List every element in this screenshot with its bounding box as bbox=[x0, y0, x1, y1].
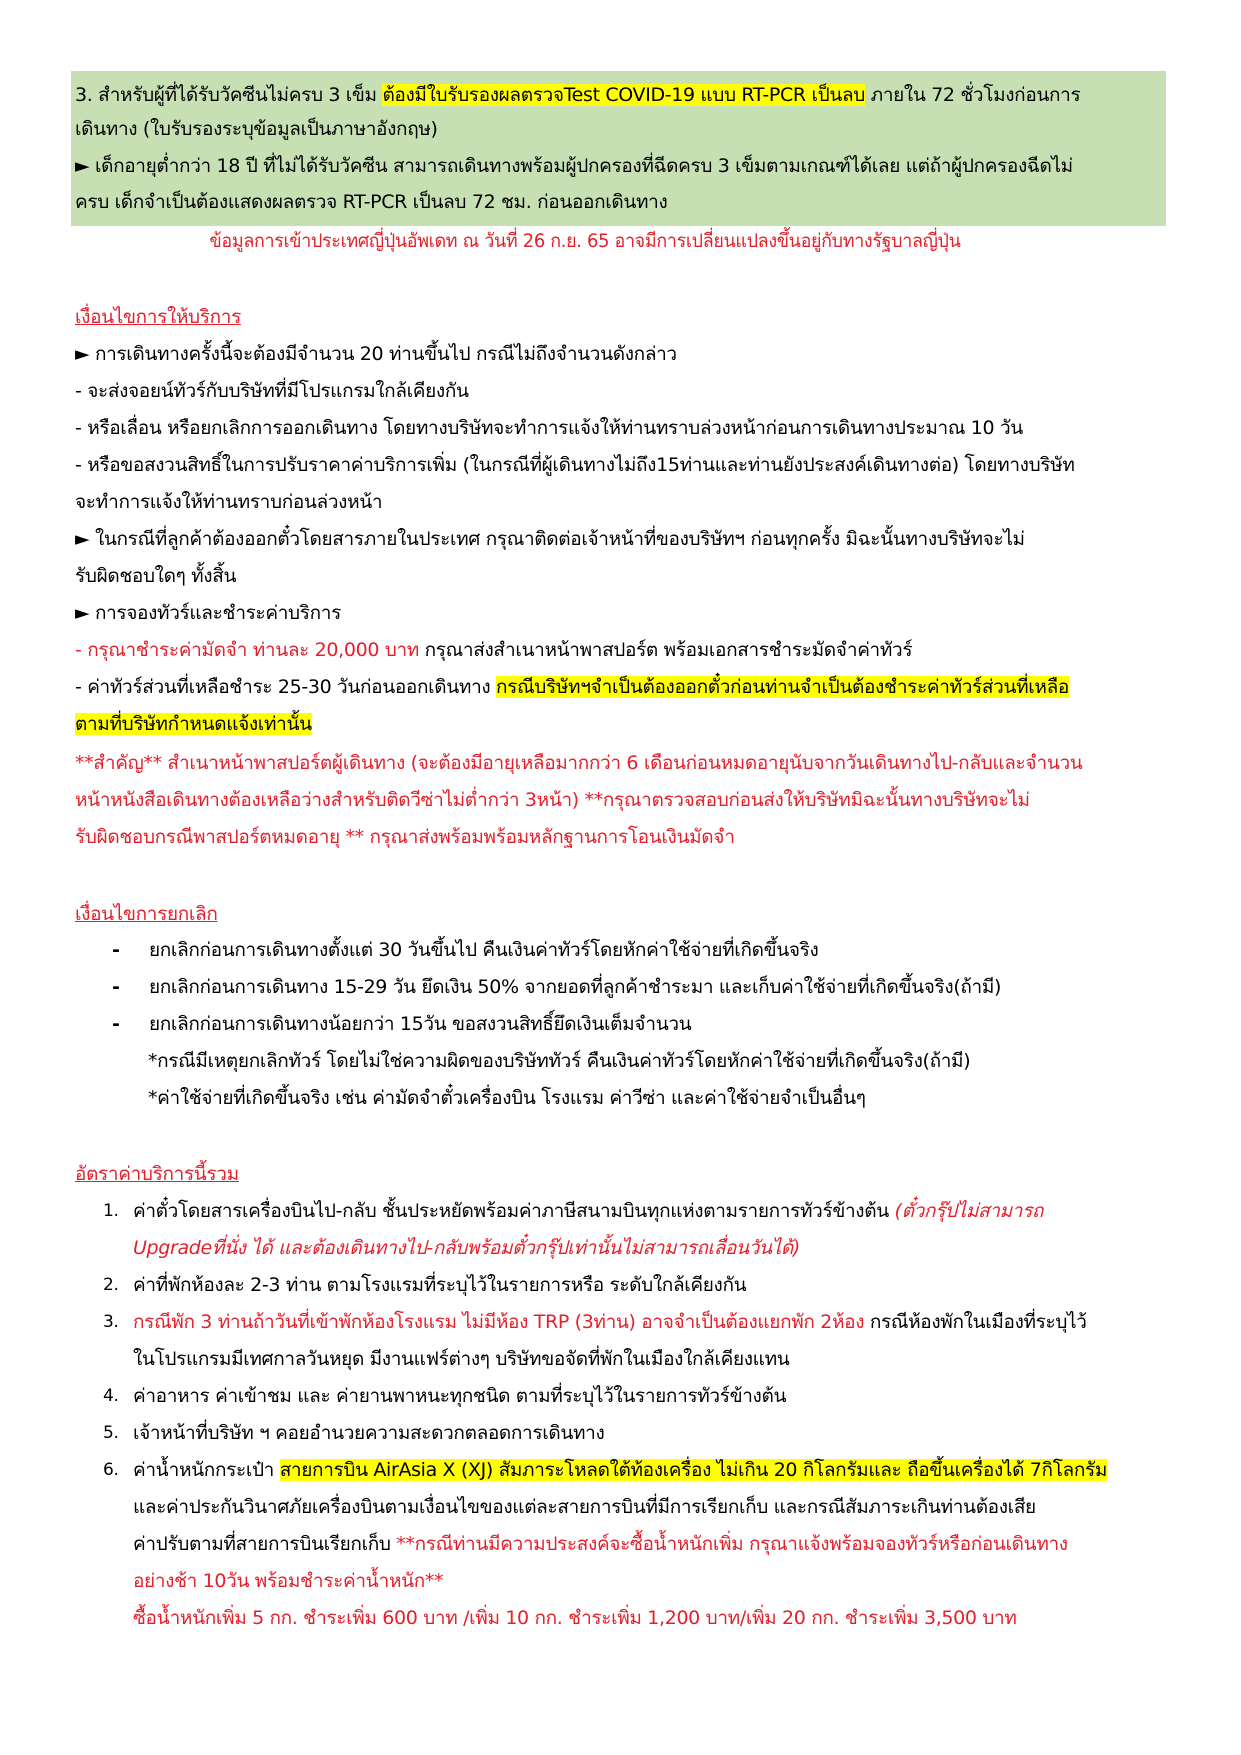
rate-item-1 bbox=[133, 1194, 1043, 1228]
service-line-7: รับผิดชอบใดๆ ทั้งสิ้น bbox=[75, 565, 237, 587]
rate-number-2: 2. bbox=[103, 1275, 119, 1295]
rates-heading: อัตราค่าบริการนี้รวม bbox=[75, 1163, 239, 1185]
cancel-item-1-text: ยกเลิกก่อนการเดินทางตั้งแต่ 30 วันขึ้นไป คืนเงินค่าทัวร์โดยหักค่าใช้จ่ายที่เกิดขึ้นจริง bbox=[149, 939, 819, 961]
extra-baggage-prices: ซื้อน้ำหนักเพิ่ม 5 กก. ชำระเพิ่ม 600 บาท /เพิ่ม 10 กก. ชำระเพิ่ม 1,200 บาท/เพิ่ม 20 กก. ชำระเพิ่ม 3,500 บาท bbox=[133, 1607, 1017, 1629]
covid-children-line-2: ครบ เด็กจำเป็นต้องแสดงผลตรวจ RT-PCR เป็นลบ 72 ชม. ก่อนออกเดินทาง bbox=[75, 191, 668, 213]
balance-highlight-2: ตามที่บริษัทกำหนดแจ้งเท่านั้น bbox=[75, 713, 312, 735]
balance-line-2 bbox=[75, 707, 312, 741]
covid-line-1-tail: ภายใน 72 ชั่วโมงก่อนการ bbox=[864, 84, 1081, 106]
covid-line-2: เดินทาง (ใบรับรองระบุข้อมูลเป็นภาษาอังกฤษ) bbox=[75, 118, 438, 140]
service-line-2: - จะส่งจอยน์ทัวร์กับบริษัทที่มีโปรแกรมใกล้เคียงกัน bbox=[75, 380, 469, 402]
baggage-highlight: สายการบิน AirAsia X (XJ) สัมภาระโหลดใต้ท้องเครื่อง ไม่เกิน 20 กิโลกรัมและ ถือขึ้นเครื่องได้ 7กิโลกรัม bbox=[279, 1459, 1108, 1481]
cancel-item-2-text: ยกเลิกก่อนการเดินทาง 15-29 วัน ยึดเงิน 50% จากยอดที่ลูกค้าชำระมา และเก็บค่าใช้จ่ายที่เกิดขึ้นจริง(ถ้ามี) bbox=[149, 976, 1002, 998]
cancel-note-1: *กรณีมีเหตุยกเลิกทัวร์ โดยไม่ใช่ความผิดของบริษัททัวร์ คืนเงินค่าทัวร์โดยหักค่าใช้จ่ายที่เกิดขึ้นจริง(ถ้ามี) bbox=[148, 1050, 971, 1072]
balance-text: - ค่าทัวร์ส่วนที่เหลือชำระ 25-30 วันก่อนออกเดินทาง bbox=[75, 676, 497, 698]
cancel-note-2: *ค่าใช้จ่ายที่เกิดขึ้นจริง เช่น ค่ามัดจำตั๋วเครื่องบิน โรงแรม ค่าวีซ่า และค่าใช้จ่ายจำเป็นอื่นๆ bbox=[148, 1087, 866, 1109]
rate-item-3-red: กรณีพัก 3 ท่านถ้าวันที่เข้าพักห้องโรงแรม ไม่มีห้อง TRP (3ท่าน) อาจจำเป็นต้องแยกพัก 2ห้อง bbox=[133, 1311, 865, 1333]
dash-bullet: - bbox=[112, 1013, 120, 1035]
deposit-line bbox=[75, 633, 912, 667]
deposit-amount: - กรุณาชำระค่ามัดจำ ท่านละ 20,000 บาท bbox=[75, 639, 419, 661]
service-line-1: ► การเดินทางครั้งนี้จะต้องมีจำนวน 20 ท่านขึ้นไป กรณีไม่ถึงจำนวนดังกล่าว bbox=[75, 343, 677, 365]
update-notice: ข้อมูลการเข้าประเทศญี่ปุ่นอัพเดท ณ วันที่ 26 ก.ย. 65 อาจมีการเปลี่ยนแปลงขึ้นอยู่กับทางรัฐบาลญี่ปุ่น bbox=[209, 230, 961, 252]
rate-item-4: ค่าอาหาร ค่าเข้าชม และ ค่ายานพาหนะทุกชนิด ตามที่ระบุไว้ในรายการทัวร์ข้างต้น bbox=[133, 1385, 787, 1407]
rate-number-4: 4. bbox=[103, 1386, 119, 1406]
service-conditions-heading: เงื่อนไขการให้บริการ bbox=[75, 306, 241, 328]
rate-item-1-line-2: Upgradeที่นั่ง ได้ และต้องเดินทางไป-กลับพร้อมตั๋วกรุ๊ปเท่านั้นไม่สามารถเลื่อนวันได้) bbox=[133, 1237, 800, 1259]
rate-item-3 bbox=[133, 1305, 1087, 1339]
rate-item-1-note: (ตั๋วกรุ๊ปไม่สามารถ bbox=[894, 1200, 1044, 1222]
rate-item-3-text: กรณีห้องพักในเมืองที่ระบุไว้ bbox=[864, 1311, 1087, 1333]
rate-number-3: 3. bbox=[103, 1312, 119, 1332]
extra-baggage-notice: **กรณีท่านมีความประสงค์จะซื้อน้ำหนักเพิ่ม กรุณาแจ้งพร้อมจองทัวร์หรือก่อนเดินทาง bbox=[396, 1533, 1068, 1555]
rate-item-6 bbox=[133, 1453, 1107, 1487]
balance-line bbox=[75, 670, 1069, 704]
service-line-3: - หรือเลื่อน หรือยกเลิกการออกเดินทาง โดยทางบริษัทจะทำการแจ้งให้ท่านทราบล่วงหน้าก่อนการเดินทางประมาณ 10 วัน bbox=[75, 417, 1023, 439]
balance-highlight: กรณีบริษัทฯจำเป็นต้องออกตั๋วก่อนท่านจำเป็นต้องชำระค่าทัวร์ส่วนที่เหลือ bbox=[496, 676, 1069, 698]
dash-bullet: - bbox=[112, 976, 120, 998]
dash-bullet: - bbox=[112, 939, 120, 961]
passport-notice-1: **สำคัญ** สำเนาหน้าพาสปอร์ตผู้เดินทาง (จะต้องมีอายุเหลือมากกว่า 6 เดือนก่อนหมดอายุนับจากวันเดินทางไป-กลับและจำนวน bbox=[75, 752, 1083, 774]
covid-line-1-text: 3. สำหรับผู้ที่ได้รับวัคซีนไม่ครบ 3 เข็ม bbox=[75, 84, 383, 106]
rate-item-5: เจ้าหน้าที่บริษัท ฯ คอยอำนวยความสะดวกตลอดการเดินทาง bbox=[133, 1422, 605, 1444]
rate-item-2: ค่าที่พักห้องละ 2-3 ท่าน ตามโรงแรมที่ระบุไว้ในรายการหรือ ระดับใกล้เคียงกัน bbox=[133, 1274, 747, 1296]
cancel-conditions-heading: เงื่อนไขการยกเลิก bbox=[75, 903, 218, 925]
covid-line-1 bbox=[75, 78, 1080, 112]
rate-number-5: 5. bbox=[103, 1423, 119, 1443]
rate-item-6-line-3-text: ค่าปรับตามที่สายการบินเรียกเก็บ bbox=[133, 1533, 397, 1555]
rate-item-6-line-3 bbox=[133, 1527, 1068, 1561]
rate-item-6-text: ค่าน้ำหนักกระเป๋า bbox=[133, 1459, 280, 1481]
rate-number-1: 1. bbox=[103, 1201, 119, 1221]
rate-item-6-line-2: และค่าประกันวินาศภัยเครื่องบินตามเงื่อนไขของแต่ละสายการบินที่มีการเรียกเก็บ และกรณีสัมภาระเกินท่านต้องเสีย bbox=[133, 1496, 1036, 1518]
rate-item-1-text: ค่าตั๋วโดยสารเครื่องบินไป-กลับ ชั้นประหยัดพร้อมค่าภาษีสนามบินทุกแห่งตามรายการทัวร์ข้างต้น bbox=[133, 1200, 895, 1222]
covid-pcr-highlight: ต้องมีใบรับรองผลตรวจTest COVID-19 แบบ RT-PCR เป็นลบ bbox=[382, 84, 865, 106]
service-line-4: - หรือขอสงวนสิทธิ์ในการปรับราคาค่าบริการเพิ่ม (ในกรณีที่ผู้เดินทางไม่ถึง15ท่านและท่านยังประสงค์เดินทางต่อ) โดยทางบริษัท bbox=[75, 454, 1075, 476]
passport-notice-2: หน้าหนังสือเดินทางต้องเหลือว่างสำหรับติดวีซ่าไม่ต่ำกว่า 3หน้า) **กรุณาตรวจสอบก่อนส่งให้บริษัทมิฉะนั้นทางบริษัทจะไม่ bbox=[75, 789, 1030, 811]
deposit-instruction: กรุณาส่งสำเนาหน้าพาสปอร์ต พร้อมเอกสารชำระมัดจำค่าทัวร์ bbox=[418, 639, 913, 661]
rate-item-3-line-2: ในโปรแกรมมีเทศกาลวันหยุด มีงานแฟร์ต่างๆ บริษัทขอจัดที่พักในเมืองใกล้เคียงแทน bbox=[133, 1348, 790, 1370]
service-line-5: จะทำการแจ้งให้ท่านทราบก่อนล่วงหน้า bbox=[75, 491, 383, 513]
rate-item-6-line-4: อย่างช้า 10วัน พร้อมชำระค่าน้ำหนัก** bbox=[133, 1570, 444, 1592]
passport-notice-3: รับผิดชอบกรณีพาสปอร์ตหมดอายุ ** กรุณาส่งพร้อมพร้อมหลักฐานการโอนเงินมัดจำ bbox=[75, 826, 735, 848]
service-line-6: ► ในกรณีที่ลูกค้าต้องออกตั๋วโดยสารภายในประเทศ กรุณาติดต่อเจ้าหน้าที่ของบริษัทฯ ก่อนทุกครั้ง มิฉะนั้นทางบริษัทจะไม่ bbox=[75, 528, 1025, 550]
rate-number-6: 6. bbox=[103, 1460, 119, 1480]
cancel-item-3-text: ยกเลิกก่อนการเดินทางน้อยกว่า 15วัน ขอสงวนสิทธิ์ยึดเงินเต็มจำนวน bbox=[149, 1013, 692, 1035]
covid-children-line-1: ► เด็กอายุต่ำกว่า 18 ปี ที่ไม่ได้รับวัคซีน สามารถเดินทางพร้อมผู้ปกครองที่ฉีดครบ 3 เข็มตามเกณฑ์ได้เลย แต่ถ้าผู้ปกครองฉีดไม่ bbox=[75, 155, 1073, 177]
service-line-8: ► การจองทัวร์และชำระค่าบริการ bbox=[75, 602, 341, 624]
